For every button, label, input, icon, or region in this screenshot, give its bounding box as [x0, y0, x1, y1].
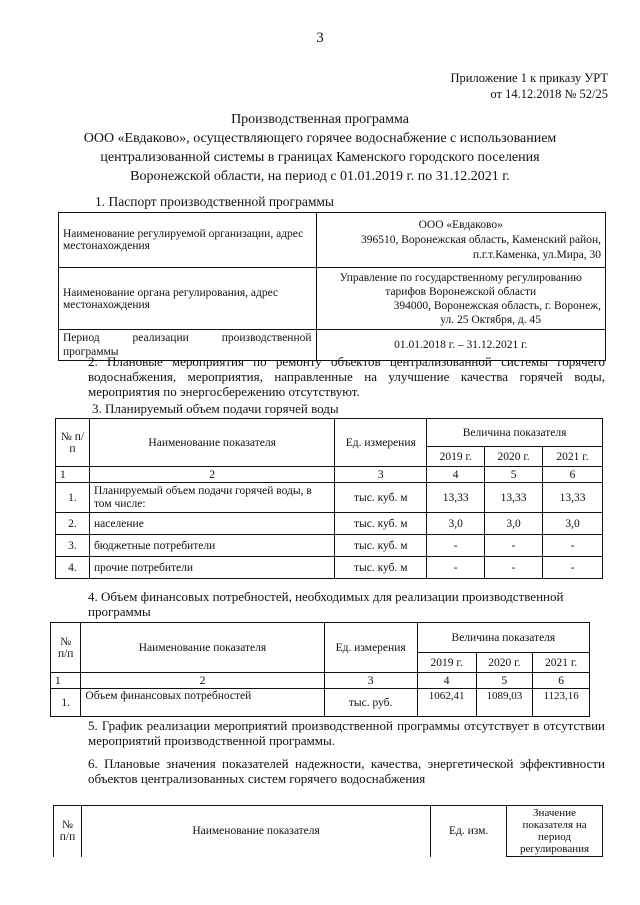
passport-label: Наименование регулируемой организации, адрес местонахождения [59, 213, 317, 268]
year-cell: 2019 г. [417, 653, 476, 673]
row-number: 1. [51, 689, 81, 717]
year-cell: 2021 г. [533, 653, 590, 673]
row-number: 3. [56, 535, 90, 557]
column-number: 6 [533, 673, 590, 689]
column-number: 1 [51, 673, 81, 689]
col-unit-header: Ед. измерения [324, 623, 417, 673]
section-2-text: 2. Плановые мероприятия по ремонту объектов централизованной системы горячего водоснабжения, мероприятия, направленные на улучшение качества горячей воды, мероприятия по энергосбережению отсутствуют. [88, 354, 605, 399]
row-name: Планируемый объем подачи горячей воды, в том числе: [89, 483, 334, 513]
section-5-text: 5. График реализации мероприятий производственной программы отсутствует в отсутствии мероприятий производственной программы. [88, 718, 605, 748]
passport-value [316, 213, 605, 268]
header-row [56, 419, 603, 447]
document-title [60, 110, 580, 186]
row-unit: тыс. руб. [324, 689, 417, 717]
title-line-3: централизованной системы в границах Каменского городского поселения [100, 150, 540, 165]
value-line: Управление по государственному регулированию [339, 271, 582, 284]
column-number: 4 [417, 673, 476, 689]
row-value: 3,0 [427, 513, 485, 535]
passport-row [59, 213, 606, 268]
financial-needs-table [50, 622, 590, 717]
year-cell: 2020 г. [476, 653, 533, 673]
hot-water-volume-table [55, 418, 603, 579]
section-6-text: 6. Плановые значения показателей надежности, качества, энергетической эффективности объектов централизованных систем горячего водоснабжения [88, 756, 605, 786]
value-line: 394000, Воронежская область, г. Воронеж, [393, 299, 601, 312]
row-value: - [427, 557, 485, 579]
table-row [51, 689, 590, 717]
value-line: ООО «Евдаково» [418, 218, 503, 231]
table-row [56, 483, 603, 513]
column-number: 6 [543, 467, 603, 483]
page-number: 3 [316, 30, 324, 46]
value-line: тарифов Воронежской области [385, 285, 537, 298]
row-number: 2. [56, 513, 90, 535]
row-value: 1089,03 [476, 689, 533, 717]
row-name: население [89, 513, 334, 535]
row-value: 13,33 [543, 483, 603, 513]
section-1-heading: 1. Паспорт производственной программы [95, 194, 334, 209]
column-number: 3 [335, 467, 427, 483]
row-value: - [485, 557, 543, 579]
column-numbers-row [56, 467, 603, 483]
title-line-2: ООО «Евдаково», осуществляющего горячее водоснабжение с использованием [83, 131, 557, 146]
column-number: 5 [476, 673, 533, 689]
value-line: ул. 25 Октября, д. 45 [440, 313, 541, 326]
row-name: прочие потребители [89, 557, 334, 579]
title-line-4: Воронежской области, на период с 01.01.2019 г. по 31.12.2021 г. [130, 169, 510, 184]
year-cell: 2020 г. [485, 447, 543, 467]
column-number: 4 [427, 467, 485, 483]
row-unit: тыс. куб. м [335, 483, 427, 513]
row-number: 4. [56, 557, 90, 579]
row-value: - [427, 535, 485, 557]
col-number-header: № п/п [51, 623, 81, 673]
col-unit-header: Ед. измерения [335, 419, 427, 467]
row-value: 13,33 [427, 483, 485, 513]
label-line: Период реализации производственной [63, 332, 312, 344]
section-3-heading: 3. Планируемый объем подачи горячей воды [92, 401, 339, 416]
column-number: 1 [56, 467, 90, 483]
column-number: 2 [81, 673, 324, 689]
passport-table [58, 212, 606, 361]
row-unit: тыс. куб. м [335, 513, 427, 535]
row-value: - [543, 557, 603, 579]
row-value: - [485, 535, 543, 557]
row-value: 3,0 [543, 513, 603, 535]
col-value-header: Величина показателя [427, 419, 603, 447]
col-number-header: № п/п [54, 806, 82, 857]
year-cell: 2021 г. [543, 447, 603, 467]
col-value-header: Величина показателя [417, 623, 589, 653]
label-line: программы [63, 346, 119, 358]
row-unit: тыс. куб. м [335, 557, 427, 579]
row-value: 13,33 [485, 483, 543, 513]
appendix-reference [451, 70, 609, 102]
row-value: 1123,16 [533, 689, 590, 717]
table-row [56, 557, 603, 579]
row-number: 1. [56, 483, 90, 513]
column-number: 2 [89, 467, 334, 483]
table-row [56, 535, 603, 557]
col-name-header: Наименование показателя [81, 806, 430, 857]
passport-value: 01.01.2018 г. – 31.12.2021 г. [316, 330, 605, 361]
title-line-1: Производственная программа [231, 112, 409, 127]
value-line: 396510, Воронежская область, Каменский район, [360, 233, 601, 246]
col-unit-header: Ед. изм. [431, 806, 507, 857]
row-value: - [543, 535, 603, 557]
column-number: 5 [485, 467, 543, 483]
header-row [51, 623, 590, 653]
passport-row [59, 268, 606, 330]
passport-label: Наименование органа регулирования, адрес местонахождения [59, 268, 317, 330]
section-4-heading: 4. Объем финансовых потребностей, необходимых для реализации производственной программы [88, 589, 564, 619]
row-name: бюджетные потребители [89, 535, 334, 557]
col-name-header: Наименование показателя [89, 419, 334, 467]
value-line: п.г.т.Каменка, ул.Мира, 30 [472, 248, 601, 261]
passport-value [316, 268, 605, 330]
appendix-line-2: от 14.12.2018 № 52/25 [490, 87, 608, 101]
row-name: Объем финансовых потребностей [81, 689, 324, 717]
col-number-header: № п/п [56, 419, 90, 467]
header-row [54, 806, 603, 857]
reliability-indicators-table [53, 805, 603, 857]
year-cell: 2019 г. [427, 447, 485, 467]
column-numbers-row [51, 673, 590, 689]
table-row [56, 513, 603, 535]
column-number: 3 [324, 673, 417, 689]
col-name-header: Наименование показателя [81, 623, 324, 673]
row-value: 3,0 [485, 513, 543, 535]
row-unit: тыс. куб. м [335, 535, 427, 557]
col-value-header: Значение показателя на период регулирования [507, 806, 603, 857]
row-value: 1062,41 [417, 689, 476, 717]
appendix-line-1: Приложение 1 к приказу УРТ [450, 71, 608, 85]
